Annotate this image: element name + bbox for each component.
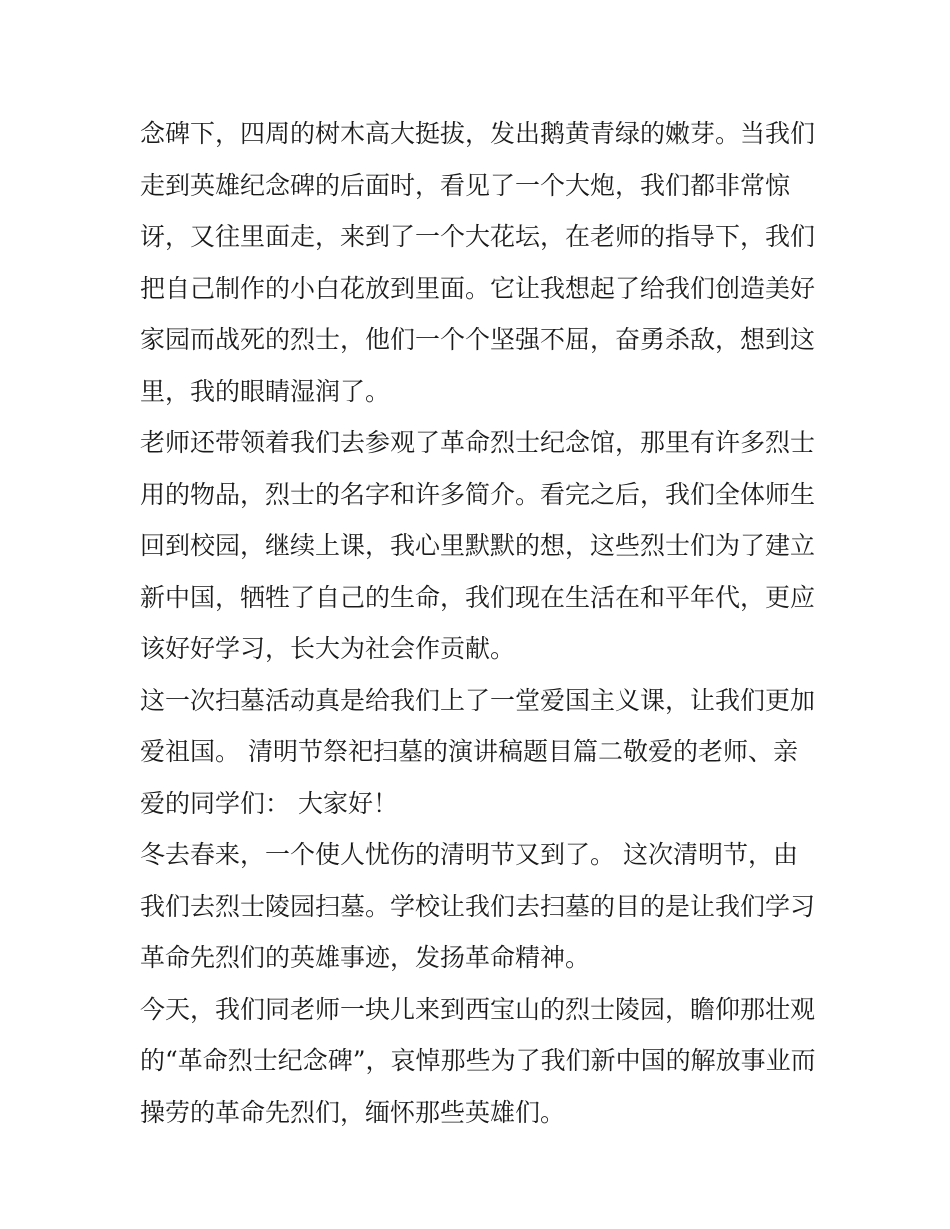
- text-line: 用的物品，烈士的名字和许多简介。看完之后，我们全体师生: [140, 479, 816, 509]
- text-line: 讶，又往里面走，来到了一个大花坛，在老师的指导下，我们: [140, 222, 816, 251]
- text-line: 爱的同学们： 大家好！: [140, 788, 398, 818]
- document-body: [140, 108, 830, 1138]
- text-line: 新中国，牺牲了自己的生命，我们现在生活在和平年代，更应: [140, 582, 816, 612]
- text-line: 这一次扫墓活动真是给我们上了一堂爱国主义课，让我们更加: [140, 685, 816, 715]
- text-line: 的“革命烈士纪念碑”，哀悼那些为了我们新中国的解放事业而: [140, 1046, 816, 1075]
- text-line: 走到英雄纪念碑的后面时，看见了一个大炮，我们都非常惊: [140, 170, 791, 200]
- text-line: 家园而战死的烈士，他们一个个坚强不屈，奋勇杀敌，想到这: [140, 325, 816, 354]
- text-line: 该好好学习，长大为社会作贡献。: [140, 634, 516, 663]
- text-line: 革命先烈们的英雄事迹，发扬革命精神。: [140, 943, 591, 972]
- text-line: 里，我的眼睛湿润了。: [140, 376, 391, 406]
- text-line: 操劳的革命先烈们，缅怀那些英雄们。: [140, 1097, 566, 1127]
- text-line: 我们去烈士陵园扫墓。学校让我们去扫墓的目的是让我们学习: [140, 891, 816, 921]
- text-line: 把自己制作的小白花放到里面。它让我想起了给我们创造美好: [140, 273, 816, 303]
- text-line: 冬去春来，一个使人忧伤的清明节又到了。 这次清明节，由: [140, 840, 798, 869]
- text-line: 回到校园，继续上课，我心里默默的想，这些烈士们为了建立: [140, 531, 816, 560]
- text-line: 今天，我们同老师一块儿来到西宝山的烈士陵园，瞻仰那壮观: [140, 994, 816, 1024]
- text-line: 念碑下，四周的树木高大挺拔，发出鹅黄青绿的嫩芽。当我们: [140, 119, 816, 148]
- text-line: 老师还带领着我们去参观了革命烈士纪念馆，那里有许多烈士: [140, 428, 816, 457]
- text-line: 爱祖国。 清明节祭祀扫墓的演讲稿题目篇二敬爱的老师、亲: [140, 737, 798, 766]
